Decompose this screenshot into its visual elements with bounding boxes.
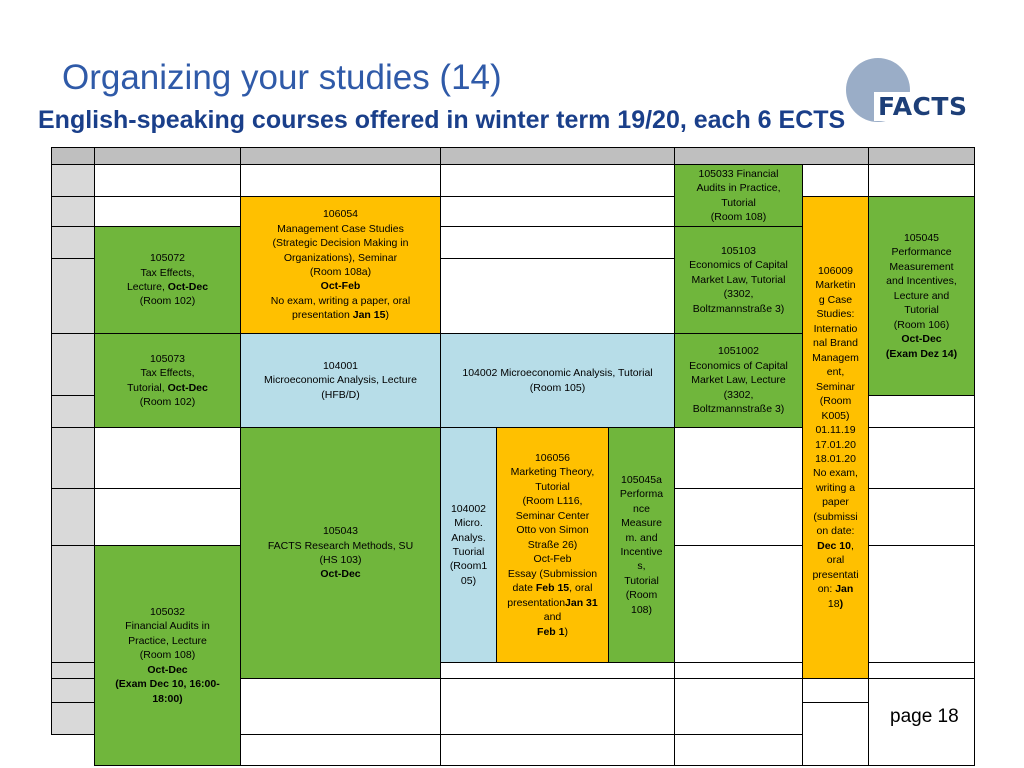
header-corner [51, 147, 95, 165]
course-text-line: 105045a [621, 473, 662, 486]
course-text-line: Lecture, Oct-Dec [126, 281, 209, 293]
course-text-line: 105072 [149, 252, 186, 265]
course-text-line: K005) [821, 409, 850, 422]
course-text-line: presentationJan 31 [507, 596, 598, 609]
course-text-line: and [543, 611, 562, 624]
course-text-line: Tutorial [535, 480, 570, 493]
course-text-line: (Room 108a) [309, 266, 372, 278]
course-text-line: nce [633, 502, 650, 515]
course-text-line: Lecture and [893, 289, 950, 302]
course-text-line: (Exam Dec 10, 16:00- [115, 678, 220, 691]
course-105045 [868, 196, 975, 396]
page-subtitle: English-speaking courses offered in winter term 19/20, each 6 ECTS [38, 106, 846, 134]
course-105103 [674, 226, 803, 334]
course-text-line: s, [637, 560, 646, 573]
day-header-wednesday [440, 147, 675, 165]
course-text-line: Dec 10, [817, 539, 854, 552]
empty-slot [674, 427, 803, 489]
course-text-line: on: Jan [817, 583, 854, 596]
course-text-line: 106009 [817, 264, 854, 277]
course-text-line: nal Brand [813, 337, 858, 350]
course-text-line: (3302, [723, 288, 754, 301]
course-105045a [608, 427, 675, 663]
course-text-line: Micro. [454, 517, 483, 530]
course-105043 [240, 427, 441, 679]
course-text-line: (Room [625, 589, 658, 602]
course-text-line: Economics of Capital [689, 259, 788, 272]
facts-logo [838, 52, 968, 132]
course-text-line: 05) [460, 574, 477, 587]
empty-slot [440, 734, 675, 766]
course-text-line: Performance [891, 246, 952, 259]
empty-slot [868, 488, 975, 546]
empty-slot [440, 678, 675, 735]
course-text-line: Seminar Center [515, 509, 590, 522]
course-text-line: Tax Effects, [140, 266, 195, 279]
course-text-line: 106054 [322, 208, 359, 221]
course-text-line: FACTS Research Methods, SU [267, 539, 414, 552]
course-text-line: Managem [812, 351, 859, 364]
empty-slot [802, 678, 869, 703]
course-text-line: Boltzmannstraße 3) [692, 302, 785, 315]
course-text-line: Measure [621, 517, 662, 530]
time-slot [51, 258, 95, 334]
empty-slot [440, 196, 675, 227]
course-text-line: Straße 26) [527, 538, 578, 551]
course-text-line: 105043 [322, 525, 359, 538]
course-text-line: (Room 108) [139, 649, 196, 662]
course-text-line: (Room 102) [139, 295, 196, 308]
course-text-line: Oct-Dec [320, 568, 361, 581]
empty-slot [94, 164, 241, 197]
course-text-line: Otto von Simon [516, 524, 589, 537]
course-text-line: (Room 108) [710, 210, 767, 223]
course-105072 [94, 226, 241, 334]
course-text-line: and Incentives, [886, 275, 957, 288]
empty-slot [440, 226, 675, 259]
empty-slot [868, 427, 975, 489]
course-text-line: (HS 103) [319, 554, 362, 566]
time-slot [51, 196, 95, 227]
course-text-line: 104001 [322, 359, 359, 372]
course-105073 [94, 333, 241, 428]
course-text-line: Tuorial [452, 546, 485, 558]
course-text-line: Oct-Feb [320, 280, 361, 293]
course-text-line: Oct-Dec [147, 663, 188, 676]
course-text-line: Internatio [813, 322, 858, 335]
course-text-line: (Strategic Decision Making in [272, 237, 409, 250]
time-slot [51, 395, 95, 428]
timetable [51, 147, 975, 765]
course-text-line: (Room L116, [522, 495, 583, 508]
course-text-line: Tutorial, Oct-Dec [127, 381, 208, 394]
time-slot [51, 678, 95, 703]
empty-slot [868, 545, 975, 663]
course-text-line: (Room 102) [139, 395, 196, 408]
course-text-line: 105045 [903, 231, 940, 244]
time-slot [51, 662, 95, 679]
day-header-thursday [674, 147, 869, 165]
course-text-line: Analys. [451, 531, 486, 544]
course-text-line: 106056 [534, 451, 571, 464]
empty-slot [802, 702, 869, 766]
course-text-line: 108) [630, 603, 652, 616]
empty-slot [440, 164, 675, 197]
empty-slot [94, 196, 241, 227]
course-text-line: 105073 [149, 352, 186, 365]
course-106056 [496, 427, 609, 663]
time-slot [51, 226, 95, 259]
empty-slot [240, 164, 441, 197]
page-title: Organizing your studies (14) [62, 58, 502, 97]
course-text-line: Seminar [815, 380, 856, 393]
empty-slot [674, 488, 803, 546]
course-text-line: 17.01.20 [815, 438, 856, 451]
course-text-line: presentati [812, 568, 859, 581]
empty-slot [240, 678, 441, 735]
course-text-line: No exam, writing a paper, oral [270, 294, 411, 307]
course-text-line: Essay (Submission [507, 567, 598, 580]
course-text-line: 01.11.19 [815, 424, 856, 437]
course-text-line: Oct-Feb [533, 553, 572, 566]
course-text-line: Oct-Dec [901, 333, 942, 346]
empty-slot [868, 662, 975, 679]
course-text-line: No exam, [813, 467, 858, 480]
course-text-line: Studies: [816, 308, 855, 321]
empty-slot [440, 258, 675, 334]
time-slot [51, 427, 95, 489]
course-text-line: Performa [619, 488, 664, 501]
empty-slot [674, 734, 803, 766]
course-text-line: (Exam Dez 14) [885, 347, 958, 360]
course-106054 [240, 196, 441, 334]
course-text-line: g Case [818, 293, 853, 306]
course-text-line: 104002 Microeconomic Analysis, Tutorial [462, 367, 653, 380]
course-text-line: 1051002 [718, 345, 759, 358]
course-text-line: on date: [816, 525, 855, 538]
course-104001 [240, 333, 441, 428]
empty-slot [240, 734, 441, 766]
course-text-line: 104002 [450, 502, 487, 515]
course-text-line: oral [826, 554, 845, 567]
course-text-line: ent, [826, 366, 845, 379]
empty-slot [440, 662, 675, 679]
empty-slot [94, 427, 241, 489]
course-text-line: 105032 [149, 605, 186, 618]
course-text-line: Market Law, Tutorial [691, 273, 786, 286]
course-text-line: (Room 106) [893, 318, 950, 331]
course-text-line: Tutorial [904, 304, 939, 317]
page-number: page 18 [890, 706, 959, 727]
course-text-line: Tutorial [721, 196, 756, 209]
time-slot [51, 333, 95, 396]
course-text-line: Tax Effects, [140, 367, 195, 380]
course-text-line: (HFB/D) [321, 388, 360, 401]
course-106009 [802, 196, 869, 679]
course-text-line: (Room [819, 395, 852, 408]
course-text-line: (Room1 [449, 560, 488, 573]
course-105033 [674, 164, 803, 227]
course-text-line: Incentive [620, 546, 663, 558]
day-header-monday [94, 147, 241, 165]
course-text-line: 18:00) [152, 692, 183, 705]
course-text-line: 18.01.20 [815, 452, 856, 465]
logo-text: FACTS [874, 92, 971, 121]
course-text-line: Marketin [815, 279, 856, 292]
course-text-line: Tutorial [624, 574, 659, 587]
course-105032 [94, 545, 241, 766]
time-slot [51, 488, 95, 546]
course-text-line: Boltzmannstraße 3) [692, 403, 785, 416]
course-text-line: 18) [827, 597, 844, 610]
course-text-line: Marketing Theory, [510, 466, 595, 479]
course-104002-micro [440, 427, 497, 663]
course-text-line: writing a [815, 481, 856, 494]
time-slot [51, 164, 95, 197]
time-slot [51, 545, 95, 663]
course-1051002 [674, 333, 803, 428]
course-text-line: presentation Jan 15) [292, 309, 389, 322]
course-text-line: m. and [625, 531, 658, 544]
course-text-line: Management Case Studies [277, 222, 404, 235]
course-text-line: date Feb 15, oral [512, 582, 593, 595]
time-slot [51, 702, 95, 735]
course-text-line: (submissi [813, 510, 858, 523]
empty-slot [94, 488, 241, 546]
course-text-line: Feb 1) [537, 625, 568, 638]
course-text-line: Microeconomic Analysis, Lecture [264, 374, 417, 387]
course-text-line: (Room 105) [529, 381, 586, 394]
course-text-line: Practice, Lecture [128, 634, 207, 647]
course-text-line: Measurement [889, 260, 954, 273]
day-header-tuesday [240, 147, 441, 165]
day-header-friday [868, 147, 975, 165]
empty-slot [802, 164, 869, 197]
empty-slot [868, 164, 975, 197]
empty-slot [674, 662, 803, 679]
course-text-line: paper [822, 496, 849, 509]
course-104002 [440, 333, 675, 428]
course-text-line: 105033 Financial [698, 167, 779, 180]
empty-slot [674, 545, 803, 663]
course-text-line: Financial Audits in [125, 620, 210, 633]
empty-slot [868, 395, 975, 428]
empty-slot [674, 678, 803, 735]
course-text-line: 105103 [720, 244, 757, 257]
course-text-line: Market Law, Lecture [691, 374, 786, 387]
course-text-line: (3302, [723, 388, 754, 401]
course-text-line: Audits in Practice, [696, 182, 781, 195]
course-text-line: Economics of Capital [689, 359, 788, 372]
course-text-line: Organizations), Seminar [283, 251, 398, 264]
